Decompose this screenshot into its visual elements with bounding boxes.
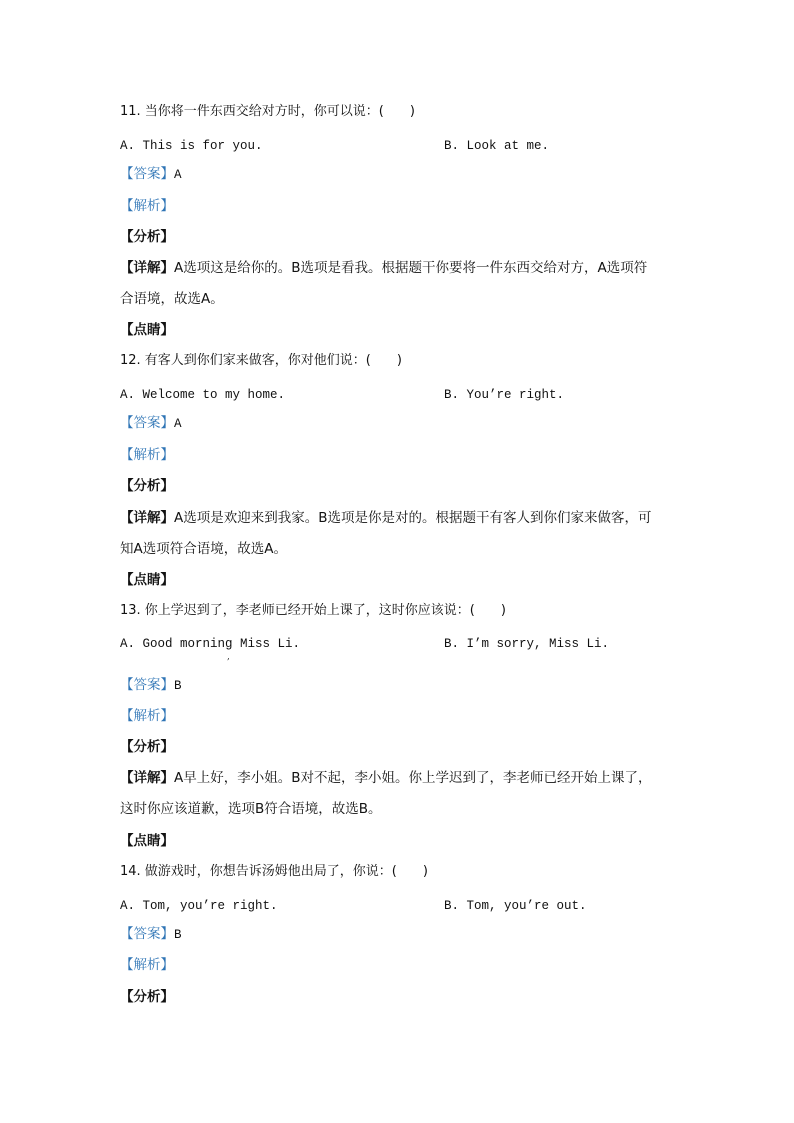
question-13-stem: 13. 你上学迟到了，李老师已经开始上课了，这时你应该说：( ) <box>120 603 506 618</box>
question-13-detail-line1 <box>120 769 652 787</box>
answer-value: A <box>174 168 182 182</box>
question-11-option-a: A. This is for you. <box>120 139 263 153</box>
question-14-analysis-tag: 【解析】 <box>120 957 174 973</box>
detail-tag: 【详解】 <box>120 510 174 526</box>
answer-value: A <box>174 417 182 431</box>
stray-comma-mark: , <box>227 652 230 662</box>
answer-tag: 【答案】 <box>120 926 174 942</box>
question-12-detail-line2: 知A选项符合语境，故选A。 <box>120 541 287 557</box>
question-13-answer <box>120 676 182 695</box>
question-13-dianjing-tag: 【点睛】 <box>120 833 174 849</box>
question-11-answer <box>120 165 182 184</box>
question-12-option-a: A. Welcome to my home. <box>120 388 286 402</box>
detail-text: A早上好，李小姐。B对不起，李小姐。你上学迟到了，李老师已经开始上课了， <box>174 770 652 786</box>
question-14-fenxi-tag: 【分析】 <box>120 989 174 1005</box>
question-14-option-b: B. Tom, you’re out. <box>444 899 587 913</box>
question-13-option-a: A. Good morning Miss Li. <box>120 637 301 651</box>
answer-tag: 【答案】 <box>120 415 174 431</box>
question-12-option-b: B. You’re right. <box>444 388 565 402</box>
detail-text: A选项这是给你的。B选项是看我。根据题干你要将一件东西交给对方，A选项符 <box>174 260 648 276</box>
question-13-detail-line2: 这时你应该道歉，选项B符合语境，故选B。 <box>120 801 382 817</box>
question-12-answer <box>120 414 182 433</box>
detail-tag: 【详解】 <box>120 260 174 276</box>
question-12-stem: 12. 有客人到你们家来做客，你对他们说：( ) <box>120 353 402 368</box>
question-12-dianjing-tag: 【点睛】 <box>120 572 174 588</box>
question-14-answer <box>120 925 182 944</box>
question-11-stem: 11. 当你将一件东西交给对方时，你可以说：( ) <box>120 104 415 119</box>
question-12-fenxi-tag: 【分析】 <box>120 478 174 494</box>
question-12-analysis-tag: 【解析】 <box>120 447 174 463</box>
question-13-option-b: B. I’m sorry, Miss Li. <box>444 637 610 651</box>
question-11-option-b: B. Look at me. <box>444 139 550 153</box>
question-12-detail-line1 <box>120 509 652 527</box>
question-11-detail-line2: 合语境，故选A。 <box>120 291 224 307</box>
answer-tag: 【答案】 <box>120 677 174 693</box>
detail-text: A选项是欢迎来到我家。B选项是你是对的。根据题干有客人到你们家来做客，可 <box>174 510 652 526</box>
answer-value: B <box>174 928 182 942</box>
answer-value: B <box>174 679 182 693</box>
question-11-detail-line1 <box>120 259 647 277</box>
question-11-fenxi-tag: 【分析】 <box>120 229 174 245</box>
answer-tag: 【答案】 <box>120 166 174 182</box>
question-13-analysis-tag: 【解析】 <box>120 708 174 724</box>
question-13-fenxi-tag: 【分析】 <box>120 739 174 755</box>
question-11-dianjing-tag: 【点睛】 <box>120 322 174 338</box>
question-11-analysis-tag: 【解析】 <box>120 198 174 214</box>
question-14-stem: 14. 做游戏时，你想告诉汤姆他出局了，你说：( ) <box>120 864 428 879</box>
question-14-option-a: A. Tom, you’re right. <box>120 899 278 913</box>
detail-tag: 【详解】 <box>120 770 174 786</box>
